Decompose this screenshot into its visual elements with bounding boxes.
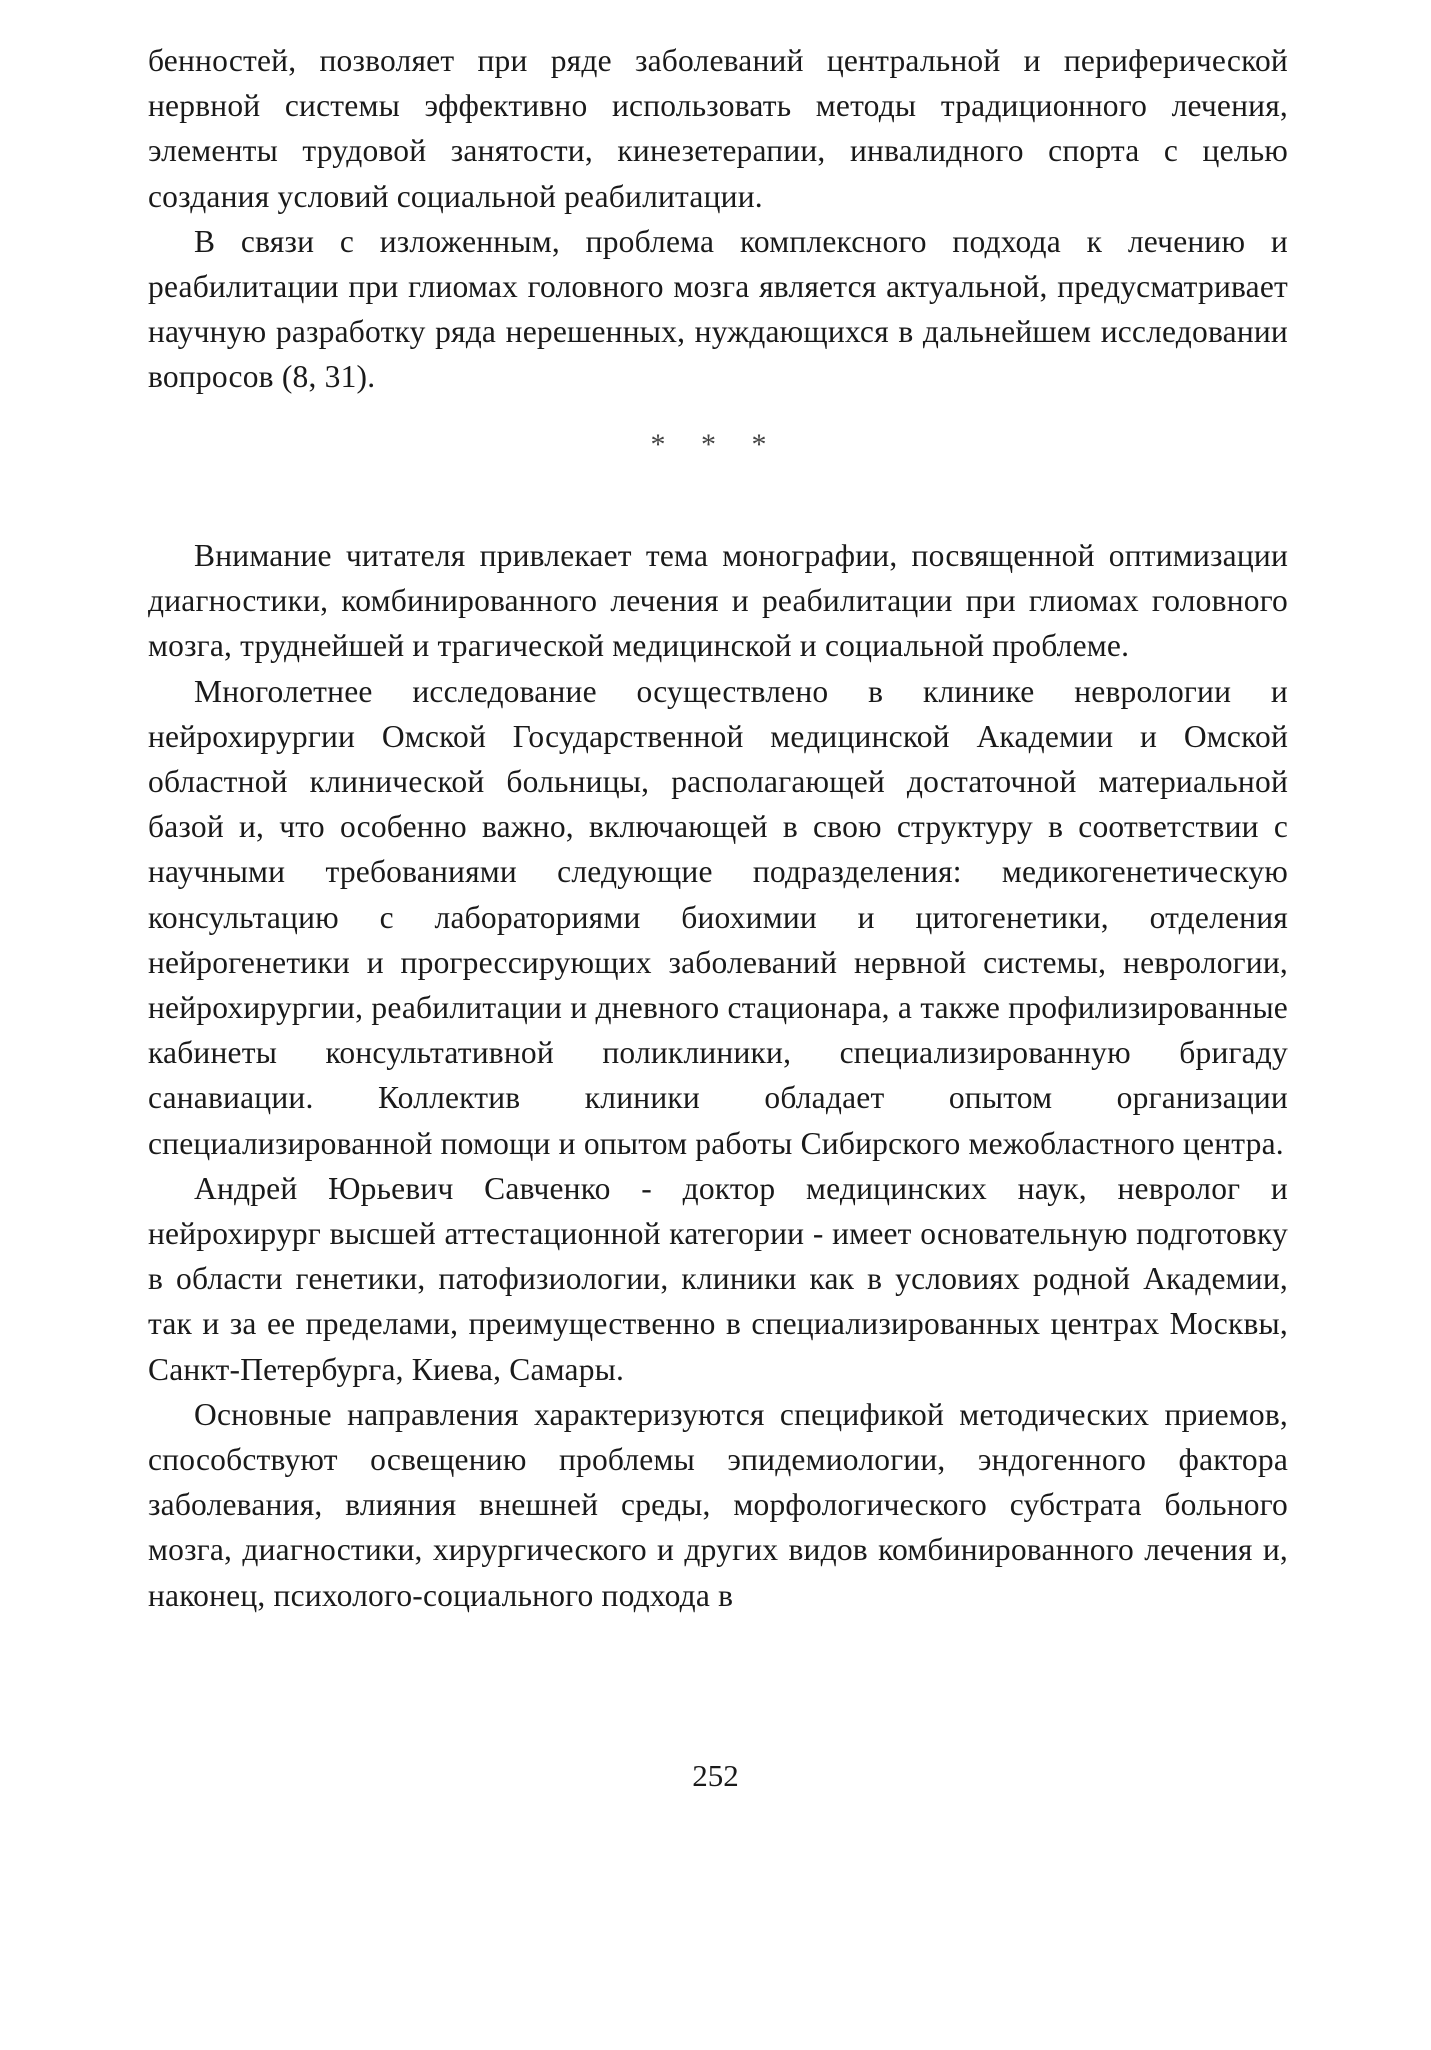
top-text-block: [148, 38, 1288, 400]
paragraph-directions: Основные направления характеризуются спецификой методических приемов, способствуют освещению проблемы эпидемиологии, эндогенного фактора заболевания, влияния внешней среды, морфологического субстрата больного мозга, диагностики, хирургического и других видов комбинированного лечения и, наконец, психолого-социального подхода в: [148, 1396, 1288, 1613]
page-number: 252: [692, 1758, 739, 1793]
paragraph-clinic: Многолетнее исследование осуществлено в клинике неврологии и нейрохирургии Омской Государственной медицинской Академии и Омской областной клинической больницы, располагающей достаточной материальной базой и, что особенно важно, включающей в свою структуру в соответствии с научными требованиями следующие подразделения: медикогенетическую консультацию с лабораториями биохимии и цитогенетики, отделения нейрогенетики и прогрессирующих заболеваний нервной системы, неврологии, нейрохирургии, реабилитации и дневного стационара, а также профилизированные кабинеты консультативной поликлиники, специализированную бригаду санавиации. Коллектив клиники обладает опытом организации специализированной помощи и опытом работы Сибирского межобластного центра.: [148, 673, 1288, 1161]
paragraph-monograph-topic: Внимание читателя привлекает тема монографии, посвященной оптимизации диагностики, комбинированного лечения и реабилитации при глиомах головного мозга, труднейшей и трагической медицинской и социальной проблеме.: [148, 538, 1288, 664]
section-separator: * * *: [650, 428, 781, 461]
paragraph-continuation: бенностей, позволяет при ряде заболеваний центральной и периферической нервной системы эффективно использовать методы традиционного лечения, элементы трудовой занятости, кинезетерапии, инвалидного спорта с целью создания условий социальной реабилитации.: [148, 43, 1288, 214]
paragraph-author: Андрей Юрьевич Савченко - доктор медицинских наук, невролог и нейрохирург высшей аттестационной категории - имеет основательную подготовку в области генетики, патофизиологии, клиники как в условиях родной Академии, так и за ее пределами, преимущественно в специализированных центрах Москвы, Санкт-Петербурга, Киева, Самары.: [148, 1170, 1288, 1387]
main-text-block: [148, 533, 1288, 1618]
paragraph-conclusion: В связи с изложенным, проблема комплексного подхода к лечению и реабилитации при глиомах головного мозга является актуальной, предусматривает научную разработку ряда нерешенных, нуждающихся в дальнейшем исследовании вопросов (8, 31).: [148, 223, 1288, 395]
